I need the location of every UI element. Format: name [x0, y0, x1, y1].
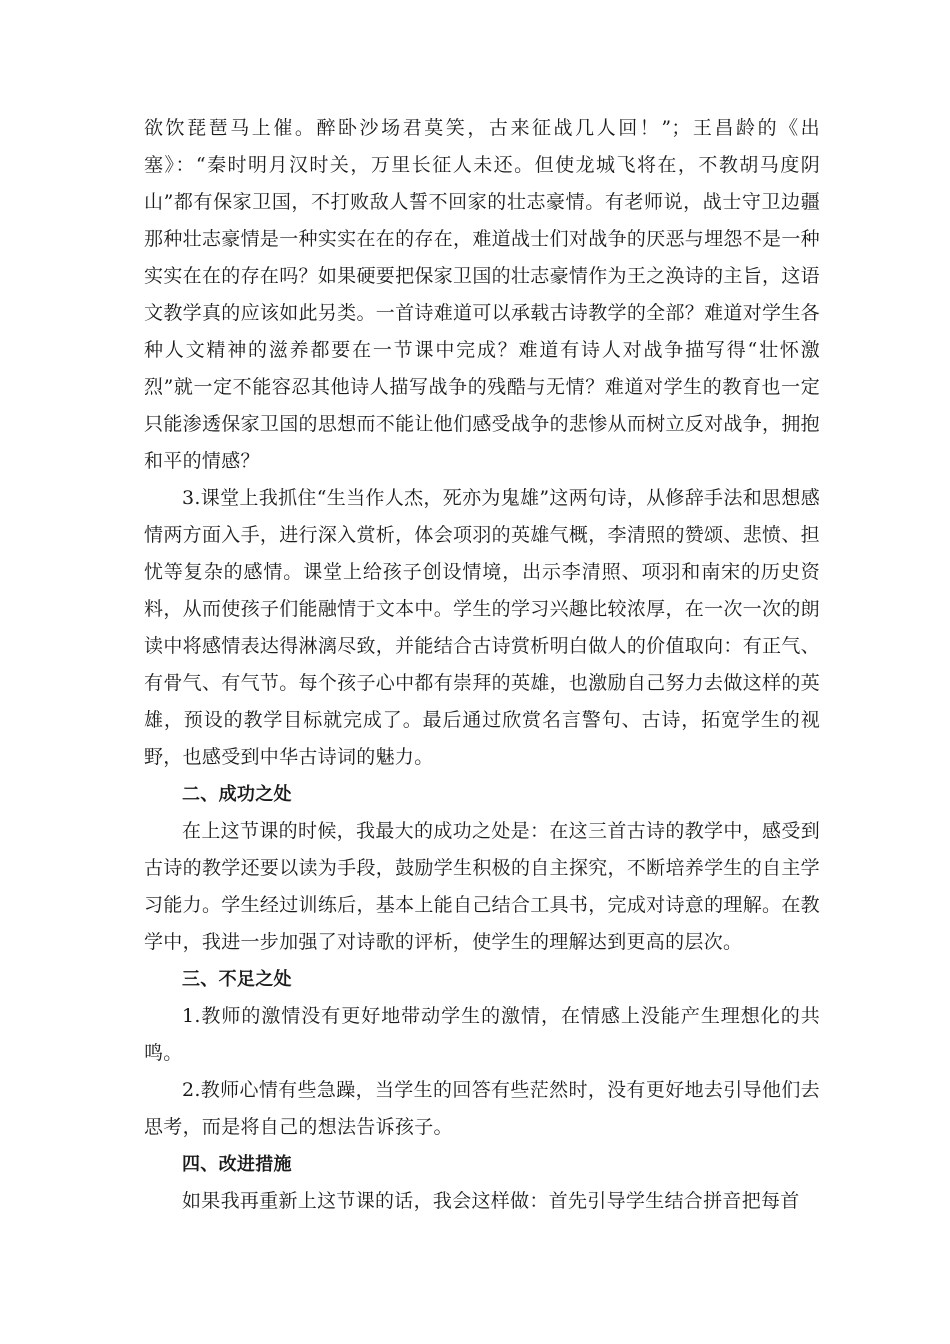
paragraph-shortcoming-1: 1.教师的激情没有更好地带动学生的激情，在情感上没能产生理想化的共鸣。: [144, 1005, 820, 1064]
paragraph-poem-discussion: 欲饮琵琶马上催。醉卧沙场君莫笑，古来征战几人回！”；王昌龄的《出塞》：“秦时明月汉时关，万里长征人未还。但使龙城飞将在，不教胡马度阴山”都有保家卫国，不打败敌人誓不回家的壮志豪情。有老师说，战士守卫边疆那种壮志豪情是一种实实在在的存在，难道战士们对战争的厌恶与埋怨不是一种实实在在的存在吗？如果硬要把保家卫国的壮志豪情作为王之涣诗的主旨，这语文教学真的应该如此另类。一首诗难道可以承载古诗教学的全部？难道对学生各种人文精神的滋养都要在一节课中完成？难道有诗人对战争描写得“壮怀激烈”就一定不能容忍其他诗人描写战争的残酷与无情？难道对学生的教育也一定只能渗透保家卫国的思想而不能让他们感受战争的悲惨从而树立反对战争，拥抱和平的情感？: [144, 117, 820, 472]
paragraph-successes: 在上这节课的时候，我最大的成功之处是：在这三首古诗的教学中，感受到古诗的教学还要以读为手段，鼓励学生积极的自主探究，不断培养学生的自主学习能力。学生经过训练后，基本上能自己结合工具书，完成对诗意的理解。在教学中，我进一步加强了对诗歌的评析，使学生的理解达到更高的层次。: [144, 820, 820, 953]
heading-shortcomings: 三、不足之处: [182, 969, 292, 990]
paragraph-shortcoming-2: 2.教师心情有些急躁，当学生的回答有些茫然时，没有更好地去引导他们去思考，而是将自己的想法告诉孩子。: [144, 1079, 820, 1138]
heading-successes: 二、成功之处: [182, 784, 292, 805]
document-body: [144, 110, 820, 1220]
heading-improvements: 四、改进措施: [182, 1154, 292, 1175]
paragraph-improvements: 如果我再重新上这节课的话，我会这样做：首先引导学生结合拼音把每首: [182, 1190, 800, 1212]
paragraph-point-3: 3.课堂上我抓住“生当作人杰，死亦为鬼雄”这两句诗，从修辞手法和思想感情两方面入手，进行深入赏析，体会项羽的英雄气概，李清照的赞颂、悲愤、担忧等复杂的感情。课堂上给孩子创设情境，出示李清照、项羽和南宋的历史资料，从而使孩子们能融情于文本中。学生的学习兴趣比较浓厚，在一次一次的朗读中将感情表达得淋漓尽致，并能结合古诗赏析明白做人的价值取向：有正气、有骨气、有气节。每个孩子心中都有崇拜的英雄，也激励自己努力去做这样的英雄，预设的教学目标就完成了。最后通过欣赏名言警句、古诗，拓宽学生的视野，也感受到中华古诗词的魅力。: [144, 487, 820, 768]
